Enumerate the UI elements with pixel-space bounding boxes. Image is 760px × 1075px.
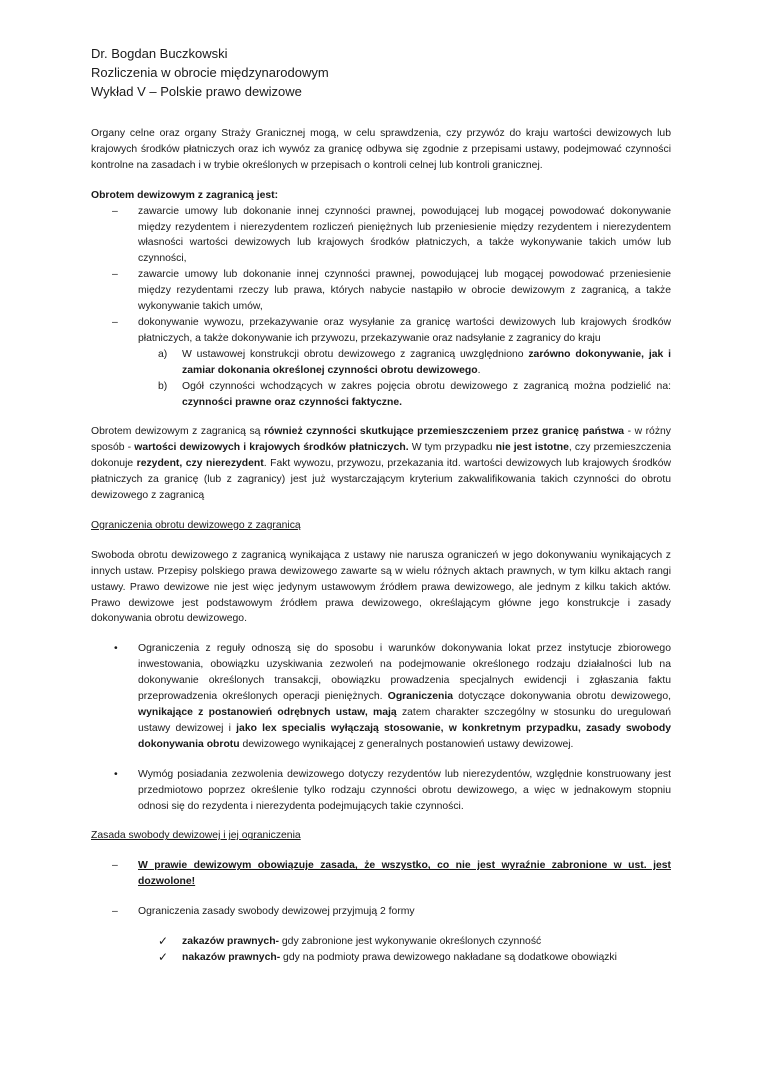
document-header bbox=[91, 44, 329, 101]
intro-paragraph: Organy celne oraz organy Straży Granicznej mogą, w celu sprawdzenia, czy przywóz do kraju wartości dewizowych lub krajowych środków płatniczych oraz ich wywóz za granicę odbywa się zgodnie z przepisami ustawy, podejmować czynności kontrolne na zasadach i w trybie określonych w przepisach o kontroli celnej lub kontroli granicznej. bbox=[91, 128, 671, 171]
ograniczenia-bullet-1: • Ograniczenia z reguły odnoszą się do sposobu i warunków dokonywania lokat przez instytucje zbiorowego inwestowania, obowiązku uzyskiwania zezwoleń na podejmowanie określonego rodzaju działalności lub na dokonywanie określonych transakcji, obowiązku prowadzenia specjalnych ewidencji i zgłaszania faktu przeprowadzenia określonych operacji pieniężnych. Ograniczenia dotyczące dokonywania obrotu dewizowego, wynikające z postanowień odrębnych ustaw, mają zatem charakter szczególny w stosunku do uregulowań ustawy dewizowej i jako lex specialis wyłączają stosowanie, w konkretnym przypadku, zasady swobody dokonywania obrotu dewizowego wynikającej z generalnych postanowień ustawy dewizowej. bbox=[114, 643, 671, 750]
lecture-title: Wykład V – Polskie prawo dewizowe bbox=[91, 84, 302, 99]
obrot-item-1: – zawarcie umowy lub dokonanie innej czynności prawnej, powodującej lub mogącej powodować dokonywanie między rezydentem i nierezydentem rozliczeń pieniężnych lub przeniesienie między rezydentem i nierezydentem własności wartości dewizowych lub krajowych środków płatniczych, a także wykonywanie takich umów lub czynności, bbox=[112, 205, 671, 265]
zasada-item-2: – Ograniczenia zasady swobody dewizowej przyjmują 2 formy bbox=[91, 904, 671, 920]
dash-marker: – bbox=[112, 205, 118, 217]
zasada-item-1: – W prawie dewizowym obowiązuje zasada, że wszystko, co nie jest wyraźnie zabronione w ust. jest dozwolone! bbox=[112, 860, 671, 888]
bullet-marker: • bbox=[114, 643, 118, 655]
obrot-heading: Obrotem dewizowym z zagranicą jest: bbox=[91, 189, 279, 201]
document-body bbox=[91, 126, 671, 966]
dash-marker: – bbox=[112, 316, 118, 328]
checkmark-icon: ✓ bbox=[158, 949, 169, 964]
zasada-heading: Zasada swobody dewizowej i jej ograniczenia bbox=[91, 830, 301, 842]
obrot-item-3: – dokonywanie wywozu, przekazywanie oraz wysyłanie za granicę wartości dewizowych lub krajowych środków płatniczych, a także dokonywanie ich przywozu, przekazywanie oraz nadsyłanie z zagranicy do kraju bbox=[112, 316, 671, 344]
zasada-check-2: ✓ nakazów prawnych- gdy na podmioty prawa dewizowego nakładane są dodatkowe obowiązki bbox=[158, 949, 617, 964]
bullet-marker: • bbox=[114, 768, 118, 780]
obrot-subitem-b: b) Ogół czynności wchodzących w zakres pojęcia obrotu dewizowego z zagranicą można podzielić na: czynności prawne oraz czynności faktyczne. bbox=[158, 380, 671, 408]
alpha-marker: a) bbox=[158, 348, 168, 360]
ograniczenia-heading: Ograniczenia obrotu dewizowego z zagranicą bbox=[91, 519, 301, 531]
zasada-check-1: ✓ zakazów prawnych- gdy zabronione jest wykonywanie określonych czynność bbox=[158, 934, 542, 949]
dash-marker: – bbox=[112, 269, 118, 281]
obrot-subitem-a: a) W ustawowej konstrukcji obrotu dewizowego z zagranicą uwzględniono zarówno dokonywanie, jak i zamiar dokonania określonej czynności obrotu dewizowego. bbox=[158, 348, 671, 376]
course-title: Rozliczenia w obrocie międzynarodowym bbox=[91, 65, 329, 80]
ograniczenia-paragraph: Swoboda obrotu dewizowego z zagranicą wynikająca z ustawy nie narusza ograniczeń w jego dokonywaniu wynikających z innych ustaw. Przepisy polskiego prawa dewizowego zawarte są w wielu różnych aktach prawnych, w tym kilku aktach rangi ustawy. Prawo dewizowe nie jest więc jedynym ustawowym źródłem prawa dewizowego, ale jednym z kilku takich aktów. Prawo dewizowe jest podstawowym źródłem prawa dewizowego, określającym główne jego konstrukcje i zasady dokonywania obrotu dewizowego. bbox=[91, 549, 671, 625]
obrot-item-2: – zawarcie umowy lub dokonanie innej czynności prawnej, powodującej lub mogącej powodować przeniesienie między rezydentami rzeczy lub prawa, których nabycie nastąpiło w obrocie dewizowym z zagranicą, a także wykonywanie takich umów, bbox=[112, 269, 671, 313]
dash-marker: – bbox=[112, 860, 118, 872]
alpha-marker: b) bbox=[158, 380, 168, 392]
author-name: Dr. Bogdan Buczkowski bbox=[91, 46, 228, 61]
checkmark-icon: ✓ bbox=[158, 934, 169, 949]
transfer-paragraph: Obrotem dewizowym z zagranicą są również czynności skutkujące przemieszczeniem przez granicę państwa - w różny sposób - wartości dewizowych i krajowych środków płatniczych. W tym przypadku nie jest istotne, czy przemieszczenia dokonuje rezydent, czy nierezydent. Fakt wywozu, przywozu, przekazania itd. wartości dewizowych lub krajowych środków płatniczych za granicę (lub z zagranicy) jest już wystarczającym kryterium zakwalifikowania takich czynności do obrotu dewizowego z zagranicą bbox=[91, 426, 671, 502]
dash-marker: – bbox=[112, 906, 118, 918]
ograniczenia-bullet-2: • Wymóg posiadania zezwolenia dewizowego dotyczy rezydentów lub nierezydentów, względnie konstruowany jest przedmiotowo poprzez określenie tylko rodzaju czynności obrotu dewizowego, a więc w jednakowym stopniu odnosi się do rezydenta i nierezydenta podejmujących takie czynności. bbox=[114, 768, 671, 812]
